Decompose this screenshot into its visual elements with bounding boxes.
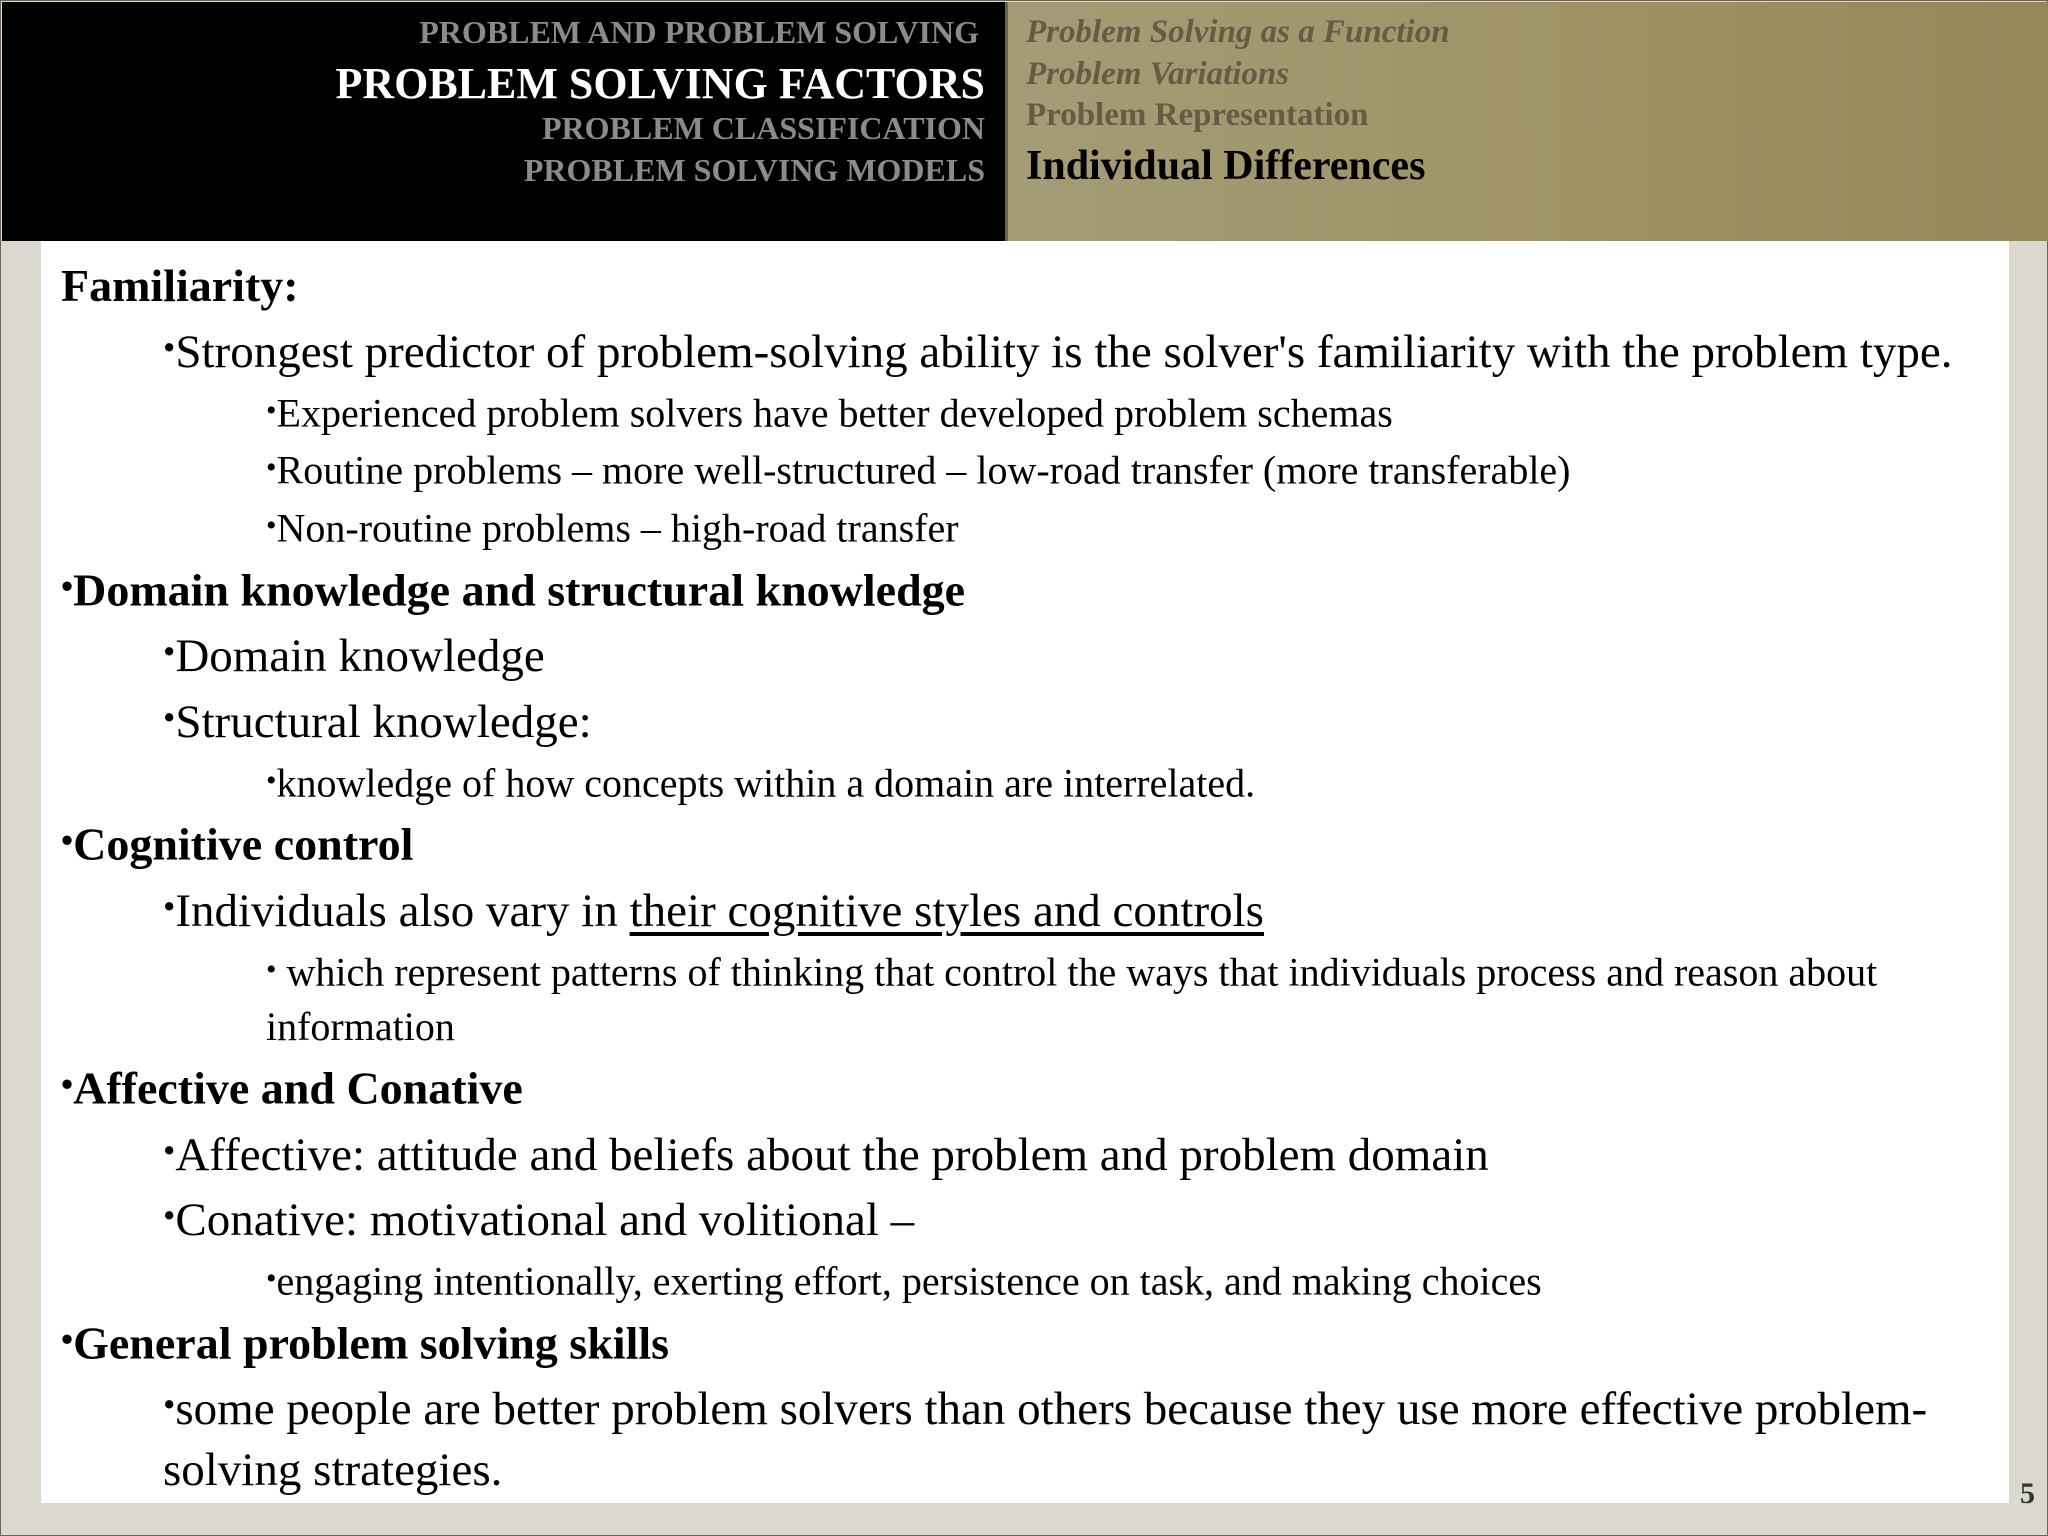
familiarity-sub-point: •Routine problems – more well-structured – low-road transfer (more transferable) <box>266 447 1571 493</box>
nav-link-problem-and-problem-solving[interactable]: PROBLEM AND PROBLEM SOLVING <box>419 14 979 50</box>
familiarity-main-point: •Strongest predictor of problem-solving ability is the solver's familiarity with the problem type. <box>163 325 1953 378</box>
familiarity-sub-point: •Non-routine problems – high-road transfer <box>266 505 959 551</box>
general-heading: •General problem solving skills <box>61 1317 670 1369</box>
bullet-list <box>61 255 1991 1501</box>
structural-sub-point: •knowledge of how concepts within a domain are interrelated. <box>266 760 1256 806</box>
bullet: • <box>266 451 277 485</box>
subsection-nav-panel <box>1005 2 2048 241</box>
subnav-link-problem-variations[interactable]: Problem Variations <box>1026 56 1290 92</box>
familiarity-heading: Familiarity: <box>61 260 299 311</box>
nav-link-problem-classification[interactable]: PROBLEM CLASSIFICATION <box>541 110 985 146</box>
domain-item: •Domain knowledge <box>163 629 545 682</box>
cognitive-sub-point: • which represent patterns of thinking that control the ways that individuals process and reason about information <box>266 949 1878 1050</box>
general-item: •some people are better problem solvers than others because they use more effective problem-solving strategies. <box>163 1383 1928 1497</box>
bullet: • <box>61 1066 74 1105</box>
cognitive-item: •Individuals also vary in their cognitive styles and controls <box>163 884 1264 937</box>
bullet: • <box>163 1196 176 1236</box>
bullet: • <box>163 632 176 672</box>
nav-link-problem-solving-models[interactable]: PROBLEM SOLVING MODELS <box>523 152 985 188</box>
bullet: • <box>163 1385 176 1425</box>
nav-link-problem-solving-factors-active[interactable]: PROBLEM SOLVING FACTORS <box>335 59 985 108</box>
affective-item: •Affective: attitude and beliefs about the problem and problem domain <box>163 1128 1489 1181</box>
familiarity-sub-point: •Experienced problem solvers have better developed problem schemas <box>266 390 1393 436</box>
section-nav-panel <box>2 2 1005 241</box>
page-number: 5 <box>2020 1477 2035 1510</box>
cognitive-heading: •Cognitive control <box>61 818 414 870</box>
bullet: • <box>163 1130 176 1170</box>
bullet: • <box>163 886 176 926</box>
bullet: • <box>163 697 176 737</box>
bullet: • <box>61 567 74 606</box>
bullet: • <box>61 1320 74 1359</box>
bullet: • <box>266 393 277 427</box>
bullet: • <box>266 508 277 542</box>
bullet: • <box>266 952 277 986</box>
subnav-link-problem-solving-as-function[interactable]: Problem Solving as a Function <box>1026 14 1450 50</box>
conative-item: •Conative: motivational and volitional – <box>163 1194 915 1247</box>
bullet: • <box>266 1262 277 1296</box>
domain-item: •Structural knowledge: <box>163 695 592 748</box>
cognitive-styles-underlined: their cognitive styles and controls <box>629 884 1264 937</box>
subnav-link-problem-representation[interactable]: Problem Representation <box>1026 97 1369 133</box>
subnav-link-individual-differences-active[interactable]: Individual Differences <box>1026 143 1426 189</box>
domain-heading: •Domain knowledge and structural knowledge <box>61 564 966 616</box>
bullet: • <box>61 822 74 861</box>
conative-sub-point: •engaging intentionally, exerting effort, persistence on task, and making choices <box>266 1258 1542 1304</box>
affective-heading: •Affective and Conative <box>61 1062 523 1114</box>
bullet: • <box>266 763 277 797</box>
slide-content <box>41 241 2009 1503</box>
bullet: • <box>163 328 176 367</box>
